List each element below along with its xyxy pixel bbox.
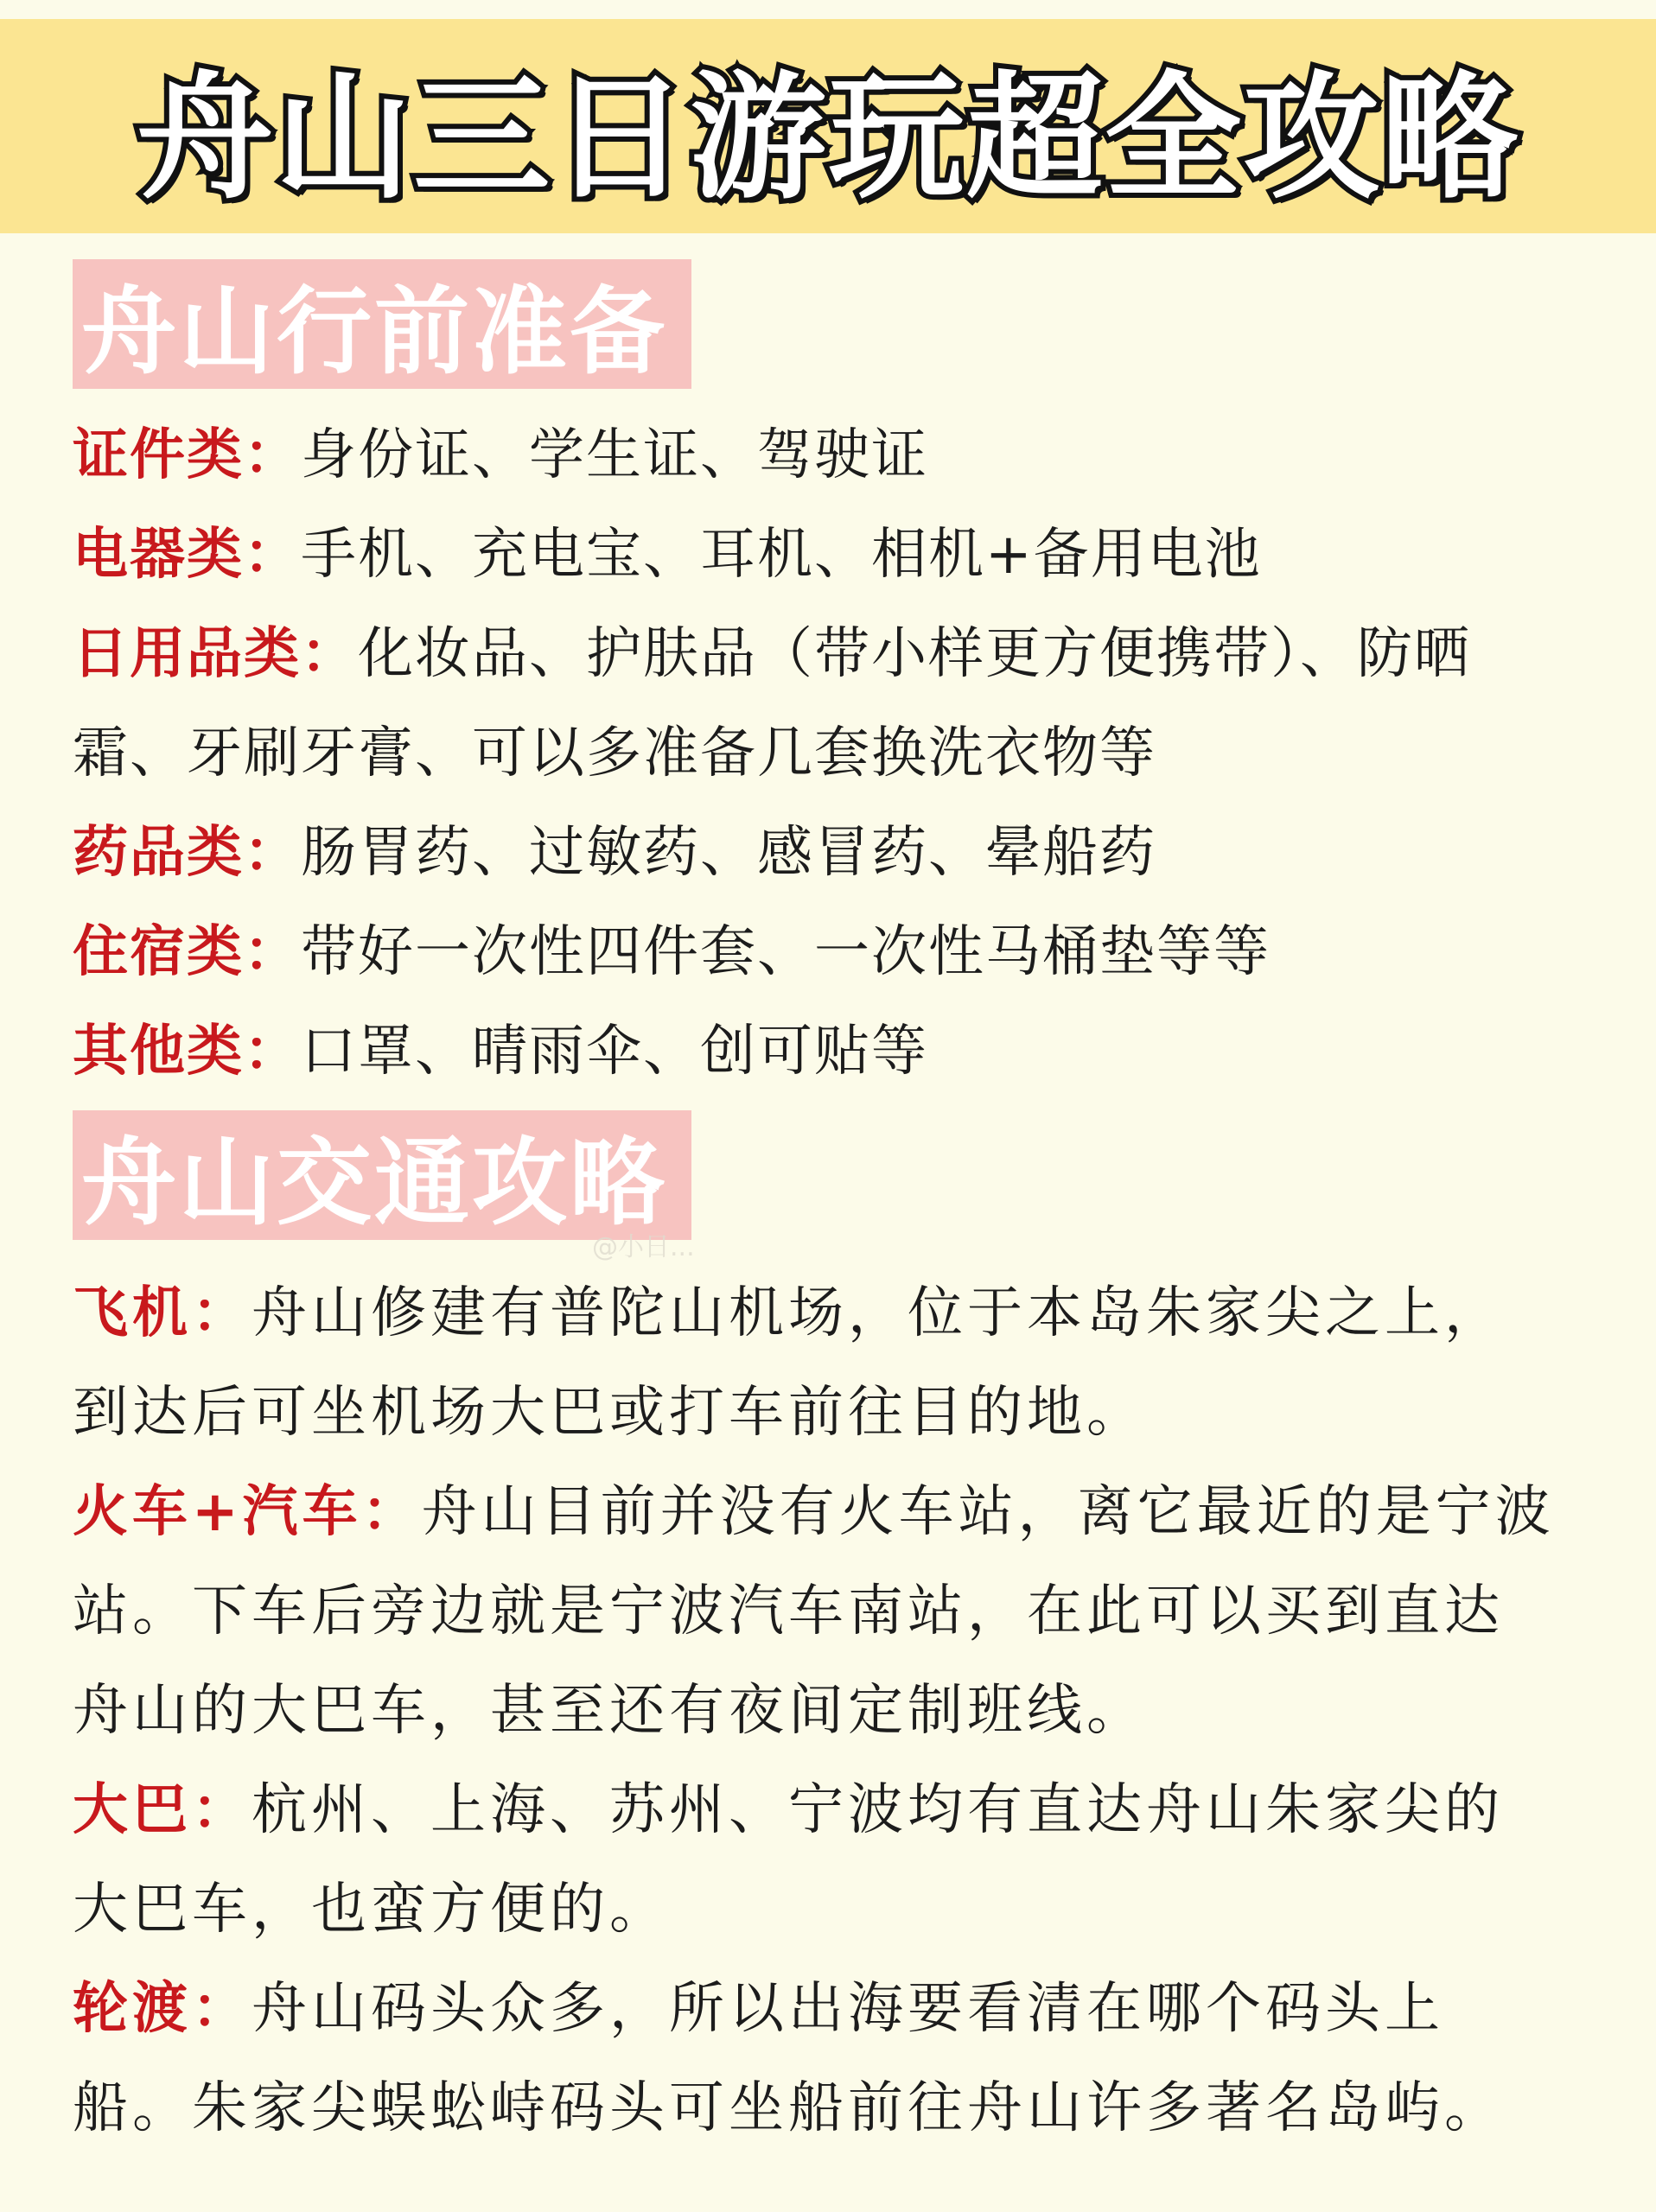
item-text: 身份证、学生证、驾驶证: [301, 423, 928, 487]
list-item: [73, 406, 1594, 505]
prep-list: [73, 406, 1594, 1102]
item-text: 大巴车，也蛮方便的。: [73, 1878, 669, 1942]
list-item: [73, 505, 1594, 605]
item-text: 肠胃药、过敏药、感冒药、晕船药: [301, 821, 1156, 885]
item-text: 船。朱家尖蜈蚣峙码头可坐船前往舟山许多著名岛屿。: [73, 2076, 1504, 2140]
item-key: 日用品类：: [73, 622, 358, 686]
item-text: 霜、牙刷牙膏、可以多准备几套换洗衣物等: [73, 721, 1156, 785]
list-item: [73, 1463, 1594, 1562]
item-text: 舟山目前并没有火车站，离它最近的是宁波: [421, 1480, 1555, 1544]
section-heading-text: 舟山行前准备: [81, 276, 667, 387]
list-item: [73, 1761, 1594, 1860]
item-text: 手机、充电宝、耳机、相机+备用电池: [301, 523, 1262, 587]
item-key: 火车+汽车：: [73, 1480, 422, 1544]
section-heading-transport: [73, 1110, 691, 1240]
watermark: @小日...: [592, 1232, 695, 1262]
item-text: 杭州、上海、苏州、宁波均有直达舟山朱家尖的: [252, 1778, 1504, 1842]
item-text: 站。下车后旁边就是宁波汽车南站，在此可以买到直达: [73, 1580, 1504, 1643]
item-key: 住宿类：: [73, 920, 301, 984]
item-key: 药品类：: [73, 821, 301, 885]
list-item: [73, 1264, 1594, 1363]
title-banner: [0, 19, 1656, 233]
page-title: 舟山三日游玩超全攻略: [137, 58, 1519, 218]
list-item-continuation: [73, 1662, 1594, 1761]
item-key: 轮渡：: [73, 1977, 252, 2041]
item-key: 证件类：: [73, 423, 301, 487]
list-item-continuation: [73, 1860, 1594, 1960]
item-text: 口罩、晴雨伞、创可贴等: [301, 1020, 928, 1084]
section-heading-text: 舟山交通攻略: [81, 1128, 667, 1238]
item-text: 化妆品、护肤品（带小样更方便携带）、防晒: [358, 622, 1471, 686]
list-item: [73, 605, 1594, 704]
item-text: 舟山码头众多，所以出海要看清在哪个码头上: [252, 1977, 1444, 2041]
item-key: 大巴：: [73, 1778, 252, 1842]
item-text: 带好一次性四件套、一次性马桶垫等等: [301, 920, 1271, 984]
item-text: 舟山的大巴车，甚至还有夜间定制班线。: [73, 1679, 1146, 1743]
list-item: [73, 1960, 1594, 2059]
transport-list: [73, 1264, 1594, 2158]
list-item: [73, 1002, 1594, 1102]
item-text: 舟山修建有普陀山机场，位于本岛朱家尖之上，: [252, 1281, 1504, 1345]
item-text: 到达后可坐机场大巴或打车前往目的地。: [73, 1381, 1146, 1445]
list-item-continuation: [73, 1363, 1594, 1463]
item-key: 飞机：: [73, 1281, 252, 1345]
list-item-continuation: [73, 2059, 1594, 2158]
list-item-continuation: [73, 1562, 1594, 1662]
section-heading-prep: [73, 259, 691, 389]
list-item: [73, 804, 1594, 903]
item-key: 其他类：: [73, 1020, 301, 1084]
item-key: 电器类：: [73, 523, 301, 587]
list-item: [73, 903, 1594, 1002]
list-item-continuation: [73, 704, 1594, 804]
